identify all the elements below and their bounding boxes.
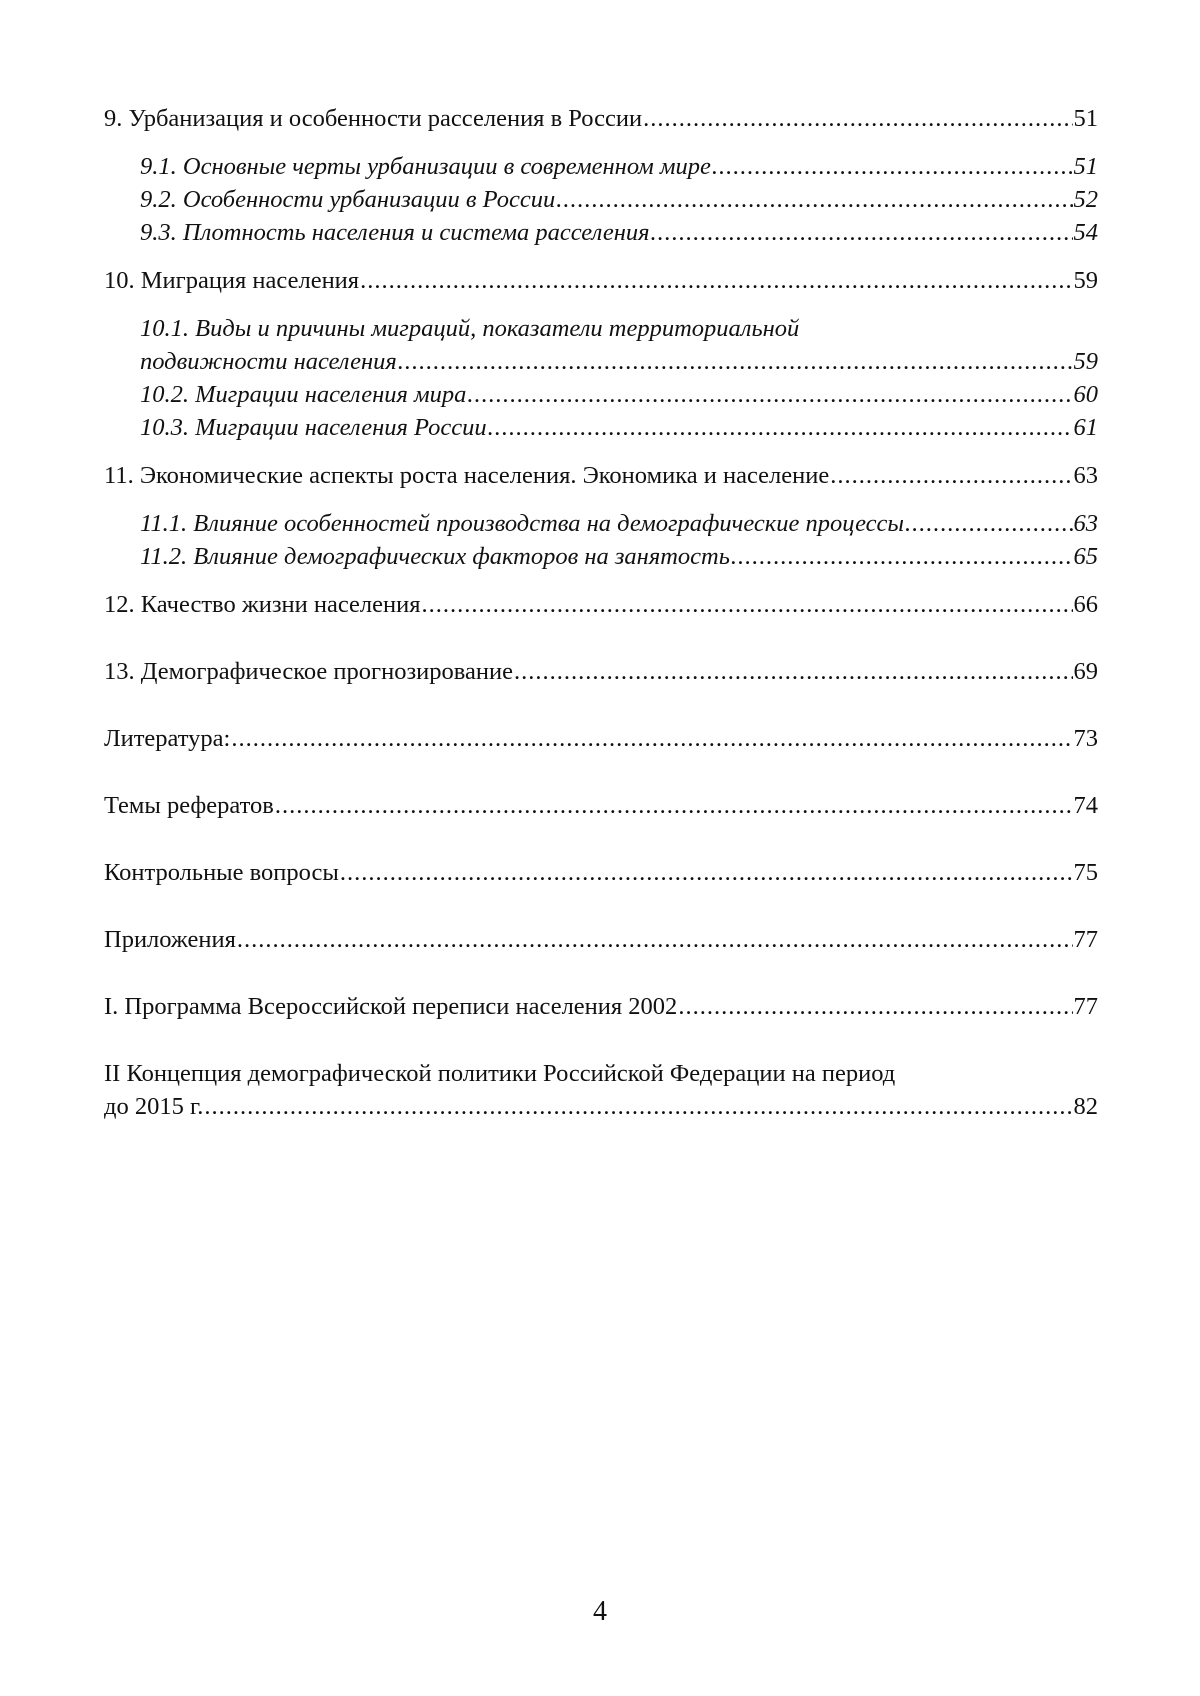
- toc-entry-ch9[interactable]: [104, 102, 1098, 135]
- toc-entry-ch11-1[interactable]: [104, 507, 1098, 540]
- dot-leader: [488, 411, 1073, 444]
- toc-entry-title: 12. Качество жизни населения: [104, 591, 421, 618]
- toc-entry-title: Контрольные вопросы: [104, 859, 339, 886]
- toc-entry-title: 9.3. Плотность населения и система расселения: [140, 219, 650, 246]
- dot-leader: [712, 150, 1073, 183]
- dot-leader: [360, 264, 1072, 297]
- toc-entry-appendix-1[interactable]: [104, 990, 1098, 1023]
- toc-entry-ch9-2[interactable]: [104, 183, 1098, 216]
- toc-entry-ch9-1[interactable]: [104, 150, 1098, 183]
- dot-leader: [467, 378, 1072, 411]
- toc-entry-title: Темы рефератов: [104, 792, 274, 819]
- toc-entry-title: Приложения: [104, 926, 236, 953]
- dot-leader: [556, 183, 1072, 216]
- toc-entry-ch12[interactable]: [104, 588, 1098, 621]
- toc-entry-page: 69: [1073, 658, 1098, 685]
- toc-entry-page: 65: [1073, 543, 1098, 570]
- toc-entry-page: 51: [1073, 105, 1098, 132]
- toc-entry-page: 75: [1073, 859, 1098, 886]
- dot-leader: [651, 216, 1073, 249]
- page-number: 4: [593, 1596, 607, 1627]
- dot-leader: [231, 722, 1072, 755]
- dot-leader: [514, 655, 1073, 688]
- dot-leader: [905, 507, 1072, 540]
- toc-entry-control-questions[interactable]: [104, 856, 1098, 889]
- toc-entry-page: 74: [1073, 792, 1098, 819]
- toc-entry-title: Литература:: [104, 725, 231, 752]
- toc-entry-title: 9. Урбанизация и особенности расселения в России: [104, 105, 643, 132]
- toc-entry-title: 9.1. Основные черты урбанизации в современном мире: [140, 153, 711, 180]
- toc-entry-title: 10.2. Миграции населения мира: [140, 381, 467, 408]
- toc-entry-ch10[interactable]: [104, 264, 1098, 297]
- dot-leader: [398, 345, 1073, 378]
- toc-entry-page: 61: [1073, 414, 1098, 441]
- dot-leader: [678, 990, 1072, 1023]
- toc-entry-title: 11. Экономические аспекты роста населения. Экономика и население: [104, 462, 830, 489]
- toc-entry-page: 59: [1073, 267, 1098, 294]
- toc-entry-ch10-2[interactable]: [104, 378, 1098, 411]
- toc-entry-essay-topics[interactable]: [104, 789, 1098, 822]
- dot-leader: [731, 540, 1073, 573]
- dot-leader: [340, 856, 1073, 889]
- toc-entry-page: 54: [1073, 219, 1098, 246]
- dot-leader: [275, 789, 1073, 822]
- table-of-contents: [104, 102, 1098, 1123]
- dot-leader: [643, 102, 1072, 135]
- toc-entry-ch11-2[interactable]: [104, 540, 1098, 573]
- toc-entry-literature[interactable]: [104, 722, 1098, 755]
- toc-entry-page: 66: [1073, 591, 1098, 618]
- toc-entry-page: 60: [1073, 381, 1098, 408]
- toc-entry-title-line2-row: [104, 1090, 1098, 1123]
- toc-entry-title: 11.2. Влияние демографических факторов на занятость: [140, 543, 730, 570]
- toc-entry-title: 9.2. Особенности урбанизации в России: [140, 186, 556, 213]
- toc-entry-page: 63: [1073, 462, 1098, 489]
- toc-entry-appendices[interactable]: [104, 923, 1098, 956]
- toc-entry-page: 73: [1073, 725, 1098, 752]
- toc-entry-title: 10. Миграция населения: [104, 267, 360, 294]
- toc-entry-page: 59: [1073, 348, 1098, 375]
- toc-entry-ch11[interactable]: [104, 459, 1098, 492]
- toc-entry-page: 52: [1073, 186, 1098, 213]
- toc-entry-title-line2: до 2015 г.: [104, 1093, 204, 1120]
- toc-entry-page: 77: [1073, 993, 1098, 1020]
- toc-entry-title: 11.1. Влияние особенностей производства на демографические процессы: [140, 510, 905, 537]
- toc-entry-page: 77: [1073, 926, 1098, 953]
- dot-leader: [830, 459, 1072, 492]
- toc-entry-ch10-3[interactable]: [104, 411, 1098, 444]
- toc-entry-page: 82: [1073, 1093, 1098, 1120]
- toc-entry-ch13[interactable]: [104, 655, 1098, 688]
- toc-entry-title-line2-row: [140, 345, 1098, 378]
- toc-entry-page: 51: [1073, 153, 1098, 180]
- toc-entry-ch9-3[interactable]: [104, 216, 1098, 249]
- toc-entry-appendix-2[interactable]: [104, 1057, 1098, 1123]
- toc-entry-title: 10.3. Миграции населения России: [140, 414, 487, 441]
- dot-leader: [204, 1090, 1072, 1123]
- toc-entry-title-line1: II Концепция демографической политики Российской Федерации на период: [104, 1060, 896, 1087]
- toc-entry-title-line1: 10.1. Виды и причины миграций, показатели территориальной: [140, 315, 800, 342]
- toc-entry-title-line2: подвижности населения: [140, 348, 397, 375]
- toc-entry-title: I. Программа Всероссийской переписи населения 2002: [104, 993, 678, 1020]
- toc-entry-ch10-1[interactable]: [104, 312, 1098, 378]
- toc-entry-page: 63: [1073, 510, 1098, 537]
- toc-entry-title: 13. Демографическое прогнозирование: [104, 658, 513, 685]
- dot-leader: [422, 588, 1073, 621]
- dot-leader: [237, 923, 1073, 956]
